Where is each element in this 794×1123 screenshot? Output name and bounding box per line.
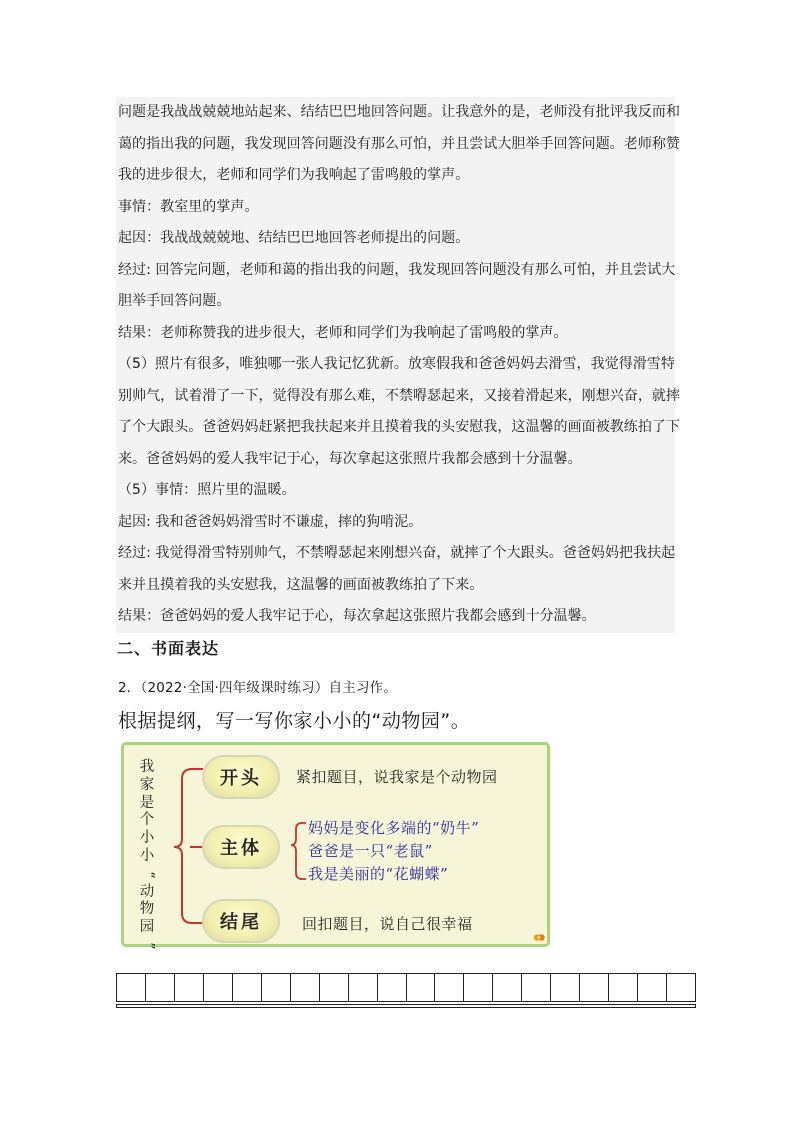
answer-line: 经过: 回答完问题，老师和蔼的指出我的问题，我发现回答问题没有那么可怕，并且尝试大 [118,261,676,278]
grid-cell[interactable] [493,974,522,1001]
title-char: “ [139,870,156,879]
body-label: 主体 [204,827,278,867]
answer-line: （5）事情：照片里的温暖。 [118,482,296,498]
grid-cell[interactable] [146,974,175,1001]
answer-line: 胆举手回答问题。 [118,293,231,309]
grid-cell[interactable] [175,974,204,1001]
answer-line: 蔼的指出我的问题，我发现回答问题没有那么可怕，并且尝试大胆举手回答问题。老师称赞 [118,135,680,152]
answer-line: 来。爸爸妈妈的爱人我牢记于心，每次拿起这张照片我都会感到十分温馨。 [118,450,582,467]
answer-line: 经过: 我觉得滑雪特别帅气，不禁嘚瑟起来刚想兴奋，就摔了个大跟头。爸爸妈妈把我扶起 [118,545,676,561]
answer-line: 起因：我战战兢兢地、结结巴巴地回答老师提出的问题。 [118,230,470,246]
flower-icon [533,933,545,942]
answer-line: 事情：教室里的掌声。 [118,198,259,215]
title-char: 个 [139,812,155,829]
answer-line: 了个大跟头。爸爸妈妈赶紧把我扶起来并且摸着我的头安慰我，这温馨的画面被教练拍了下 [118,419,680,435]
grid-cell[interactable] [407,974,436,1001]
answer-line: 问题是我战战兢兢地站起来、结结巴巴地回答问题。让我意外的是，老师没有批评我反而和 [118,104,680,120]
body-item: 爸爸是一只“老鼠” [308,842,433,860]
writing-grid[interactable] [116,973,696,1002]
title-char: 园 [139,919,155,936]
section-heading: 二、书面表达 [117,639,220,658]
answer-line: 别帅气，试着滑了一下，觉得没有那么难，不禁嘚瑟起来，又接着滑起来，刚想兴奋，就摔 [118,387,680,404]
title-char: 小 [139,830,155,847]
writing-prompt: 根据提纲，写一写你家小小的“动物园”。 [118,710,471,732]
answer-block [116,97,680,633]
grid-cell[interactable] [464,974,493,1001]
title-char: 我 [139,759,155,775]
grid-cell[interactable] [551,974,580,1001]
grid-cell[interactable] [638,974,667,1001]
ending-label: 结尾 [204,901,278,941]
grid-cell[interactable] [522,974,551,1001]
answer-line: （5）照片有很多，唯独哪一张人我记忆犹新。放寒假我和爸爸妈妈去滑雪，我觉得滑雪特 [118,356,675,372]
grid-cell[interactable] [117,974,146,1001]
answer-line: 结果：老师称赞我的进步很大，老师和同学们为我响起了雷鸣般的掌声。 [118,324,568,341]
grid-cell[interactable] [262,974,291,1001]
grid-cell[interactable] [233,974,262,1001]
question-line: 2．（2022·全国·四年级课时练习）自主习作。 [118,680,398,696]
answer-line: 结果：爸爸妈妈的爱人我牢记于心，每次拿起这张照片我都会感到十分温馨。 [118,608,596,624]
title-char: 物 [139,901,155,918]
grid-cell[interactable] [580,974,609,1001]
title-char: 是 [139,794,155,811]
body-item: 我是美丽的“花蝴蝶” [308,865,449,883]
opening-text: 紧扣题目，说我家是个动物园 [296,768,498,786]
title-char: 动 [139,883,155,900]
grid-cell[interactable] [435,974,464,1001]
title-char: 家 [139,776,155,793]
answer-line: 起因: 我和爸爸妈妈滑雪时不谦虚，摔的狗啃泥。 [118,513,423,530]
answer-line: 我的进步很大，老师和同学们为我响起了雷鸣般的掌声。 [118,167,470,183]
grid-cell[interactable] [349,974,378,1001]
grid-cell[interactable] [204,974,233,1001]
outline-figure [121,742,550,950]
answer-line: 来并且摸着我的头安慰我，这温馨的画面被教练拍了下来。 [118,576,484,593]
grid-cell[interactable] [320,974,349,1001]
grid-cell[interactable] [667,974,695,1001]
body-item: 妈妈是变化多端的“奶牛” [308,819,480,837]
grid-cell[interactable] [291,974,320,1001]
title-char: ” [139,942,156,950]
grid-spacer-row [116,1004,696,1008]
grid-cell[interactable] [378,974,407,1001]
opening-label: 开头 [204,757,278,797]
title-char: 小 [139,847,155,864]
ending-text: 回扣题目，说自己很幸福 [302,915,473,933]
grid-cell[interactable] [609,974,638,1001]
